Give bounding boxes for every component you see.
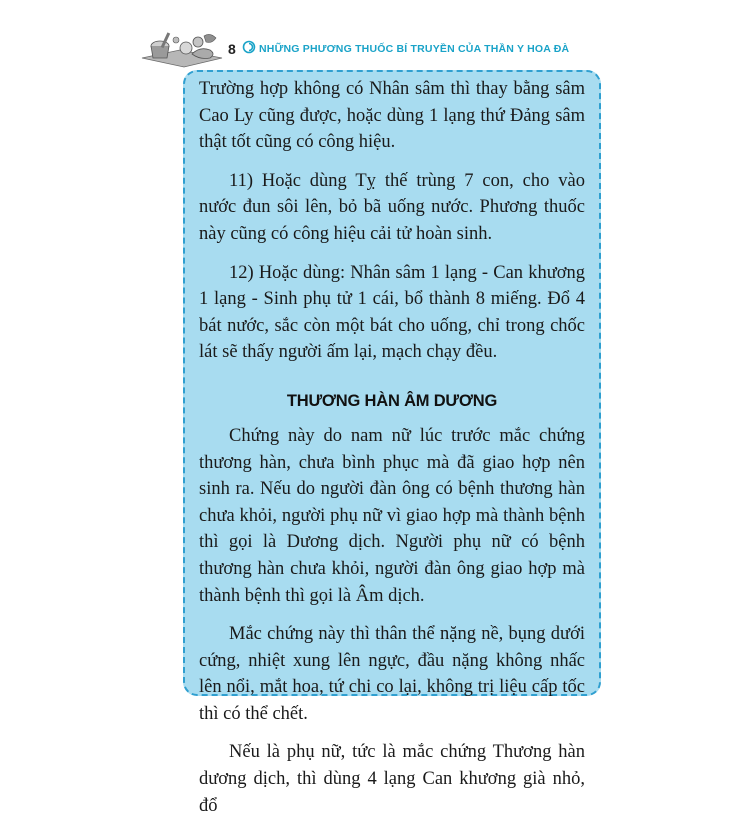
paragraph-remedy-12: 12) Hoặc dùng: Nhân sâm 1 lạng - Can khương 1 lạng - Sinh phụ tử 1 cái, bổ thành 8 miếng. Đổ 4 bát nước, sắc còn một bát cho uống, chỉ trong chốc lát sẽ thấy người ấm lại, mạch chạy đều. [199, 262, 585, 363]
paragraph-remedy-11: 11) Hoặc dùng Tỵ thế trùng 7 con, cho vào nước đun sôi lên, bỏ bã uống nước. Phương thuốc này cũng có công hiệu cải tử hoàn sinh. [199, 170, 585, 244]
swirl-ornament-icon [242, 40, 256, 54]
page-number: 8 [228, 41, 236, 57]
paragraph-symptoms: Mắc chứng này thì thân thể nặng nề, bụng dưới cứng, nhiệt xung lên ngực, đầu nặng không nhấc lên nổi, mắt hoa, tứ chi co lại, không trị liệu cấp tốc thì có thể chết. [199, 624, 585, 724]
paragraph-cause: Chứng này do nam nữ lúc trước mắc chứng thương hàn, chưa bình phục mà đã giao hợp nên sinh ra. Nếu do người đàn ông có bệnh thương hàn chưa khỏi, người phụ nữ vì giao hợp mà thành bệnh thì gọi là Dương dịch. Người phụ nữ có bệnh thương hàn chưa khỏi, người đàn ông giao hợp mà thành bệnh thì gọi là Âm dịch. [199, 425, 585, 606]
section-heading: THƯƠNG HÀN ÂM DƯƠNG [286, 391, 498, 410]
paragraph-treatment: Nếu là phụ nữ, tức là mắc chứng Thương hàn dương dịch, thì dùng 4 lạng Can khương già nhỏ, đổ [199, 742, 585, 816]
content-box [183, 70, 601, 816]
page-header [140, 28, 610, 68]
running-title: NHỮNG PHƯƠNG THUỐC BÍ TRUYỀN CỦA THẦN Y HOA ĐÀ [259, 43, 570, 55]
herb-mortar-illustration [140, 28, 225, 68]
paragraph-intro: Trường hợp không có Nhân sâm thì thay bằng sâm Cao Ly cũng được, hoặc dùng 1 lạng thứ Đảng sâm thật tốt cũng có công hiệu. [199, 79, 585, 153]
